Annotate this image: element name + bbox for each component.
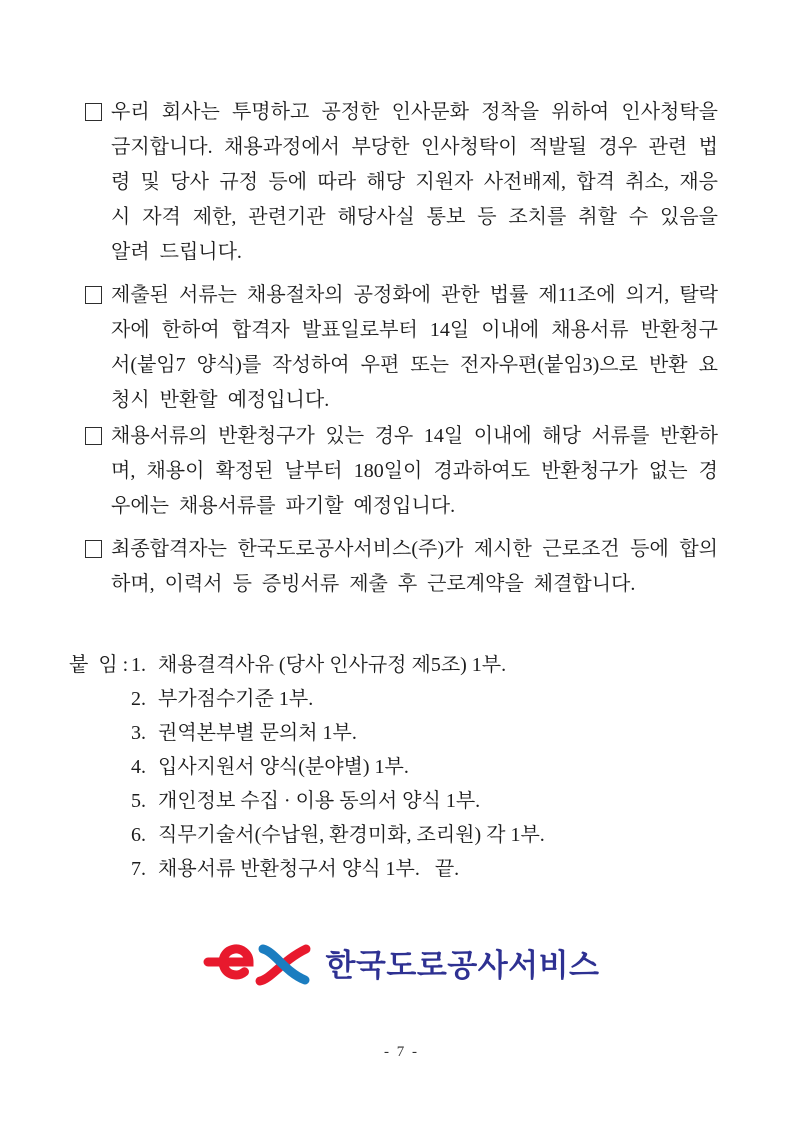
attachments-label: 붙 임 :	[69, 654, 129, 676]
checkbox-icon	[85, 427, 102, 445]
company-logo	[85, 936, 718, 988]
attachment-text: 직무기술서(수납원, 환경미화, 조리원) 각 1부.	[158, 824, 545, 846]
attachment-item	[69, 648, 718, 682]
attachment-text: 채용결격사유 (당사 인사규정 제5조) 1부.	[158, 654, 507, 676]
attachment-text: 입사지원서 양식(분야별) 1부.	[158, 756, 409, 778]
notice-paragraph	[85, 278, 718, 418]
attachment-text: 채용서류 반환청구서 양식 1부. 끝.	[158, 858, 460, 880]
attachment-text: 권역본부별 문의처 1부.	[158, 722, 357, 744]
attachment-number: 1.	[131, 654, 146, 676]
attachment-text: 부가점수기준 1부.	[158, 688, 314, 710]
attachment-number: 6.	[131, 824, 146, 846]
notice-text: 최종합격자는 한국도로공사서비스(주)가 제시한 근로조건 등에 합의하며, 이력서 등 증빙서류 제출 후 근로계약을 체결합니다.	[111, 538, 718, 595]
notice-paragraph	[85, 532, 718, 602]
attachment-item	[69, 852, 718, 886]
checkbox-icon	[85, 286, 102, 304]
attachment-number: 5.	[131, 790, 146, 812]
notice-text: 채용서류의 반환청구가 있는 경우 14일 이내에 해당 서류를 반환하며, 채용이 확정된 날부터 180일이 경과하여도 반환청구가 없는 경우에는 채용서류를 파기할 예정입니다.	[111, 425, 718, 517]
logo-e-stroke	[208, 949, 249, 975]
attachment-text: 개인정보 수집 · 이용 동의서 양식 1부.	[158, 790, 481, 812]
checkbox-icon	[85, 103, 102, 121]
notice-text: 제출된 서류는 채용절차의 공정화에 관한 법률 제11조에 의거, 탈락자에 한하여 합격자 발표일로부터 14일 이내에 채용서류 반환청구서(붙임7 양식)를 작성하여 우편 또는 전자우편(붙임3)으로 반환 요청시 반환할 예정입니다.	[111, 284, 718, 411]
attachment-number: 2.	[131, 688, 146, 710]
attachment-item	[69, 750, 718, 784]
notice-text: 우리 회사는 투명하고 공정한 인사문화 정착을 위하여 인사청탁을 금지합니다. 채용과정에서 부당한 인사청탁이 적발될 경우 관련 법령 및 당사 규정 등에 따라 해당 지원자 사전배제, 합격 취소, 재응시 자격 제한, 관련기관 해당사실 통보 등 조치를 취할 수 있음을 알려 드립니다.	[111, 101, 718, 263]
attachment-item	[69, 818, 718, 852]
company-name: 한국도로공사서비스	[325, 947, 600, 983]
attachments-list	[69, 648, 718, 886]
attachment-item	[69, 716, 718, 750]
attachment-number: 3.	[131, 722, 146, 744]
attachment-number: 7.	[131, 858, 146, 880]
attachment-item	[69, 784, 718, 818]
checkbox-icon	[85, 540, 102, 558]
notice-paragraph	[85, 95, 718, 270]
notice-paragraph	[85, 419, 718, 524]
attachment-item	[69, 682, 718, 716]
page-number: - 7 -	[384, 1044, 419, 1060]
ex-expressway-logo-icon	[203, 936, 315, 988]
attachment-number: 4.	[131, 756, 146, 778]
